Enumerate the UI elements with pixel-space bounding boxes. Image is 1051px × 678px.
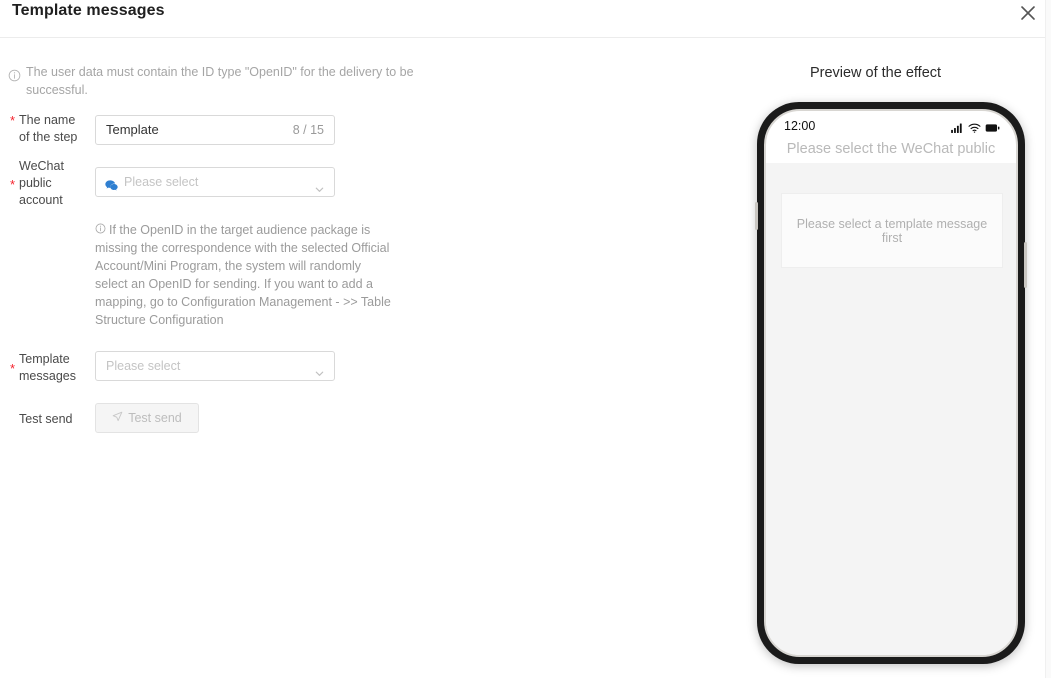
template-messages-placeholder: Please select bbox=[106, 359, 181, 373]
wechat-account-label: WeChat public account bbox=[19, 159, 64, 207]
step-name-counter: 8 / 15 bbox=[292, 123, 324, 137]
status-icons bbox=[951, 120, 1000, 138]
battery-icon bbox=[985, 120, 1000, 138]
wechat-icon bbox=[104, 175, 119, 190]
close-icon[interactable] bbox=[1015, 0, 1041, 26]
test-send-label: Test send bbox=[19, 412, 73, 426]
template-messages-select[interactable] bbox=[95, 351, 335, 381]
wechat-account-select[interactable] bbox=[95, 167, 335, 197]
openid-notice bbox=[8, 63, 438, 99]
preview-panel bbox=[700, 38, 1051, 678]
preview-title: Preview of the effect bbox=[809, 65, 942, 81]
send-icon bbox=[112, 404, 123, 432]
dialog-header bbox=[0, 0, 1051, 38]
signal-icon bbox=[951, 120, 964, 138]
required-indicator: * bbox=[10, 113, 16, 128]
info-circle-icon bbox=[8, 69, 22, 83]
template-messages-label: Template messages bbox=[19, 352, 76, 383]
phone-volume-button bbox=[755, 202, 758, 230]
test-send-button-label: Test send bbox=[128, 411, 182, 425]
wifi-icon bbox=[968, 120, 981, 138]
phone-mockup bbox=[757, 102, 1025, 664]
phone-content bbox=[766, 163, 1016, 655]
required-indicator: * bbox=[10, 177, 16, 192]
chevron-down-icon[interactable] bbox=[314, 177, 325, 205]
step-name-input[interactable] bbox=[95, 115, 335, 145]
status-time: 12:00 bbox=[784, 119, 816, 133]
required-indicator: * bbox=[10, 361, 16, 376]
scrollbar-track[interactable] bbox=[1045, 0, 1051, 678]
notice-text: The user data must contain the ID type "OpenID" for the delivery to be successful. bbox=[26, 65, 414, 97]
phone-status-bar bbox=[766, 119, 1016, 137]
chevron-down-icon[interactable] bbox=[314, 361, 325, 389]
test-send-button[interactable] bbox=[95, 403, 199, 433]
openid-mapping-hint-text: If the OpenID in the target audience package is missing the correspondence with the selected Official Account/Mini Program, the system will randomly select an OpenID for sending. If you want to add a mapping, go to Configuration Management - >> Table Structure Configuration bbox=[95, 223, 391, 327]
template-message-placeholder-card: Please select a template message first bbox=[781, 193, 1003, 268]
openid-mapping-hint bbox=[95, 221, 395, 329]
wechat-account-placeholder: Please select bbox=[124, 175, 199, 189]
phone-screen bbox=[764, 109, 1018, 657]
phone-header-title: Please select the WeChat public bbox=[786, 141, 996, 157]
form-panel bbox=[0, 38, 700, 678]
step-name-value: Template bbox=[106, 122, 159, 137]
info-circle-icon bbox=[95, 221, 106, 239]
phone-power-button bbox=[1024, 242, 1027, 288]
page-title: Template messages bbox=[12, 2, 165, 19]
step-name-label: The name of the step bbox=[19, 113, 78, 144]
